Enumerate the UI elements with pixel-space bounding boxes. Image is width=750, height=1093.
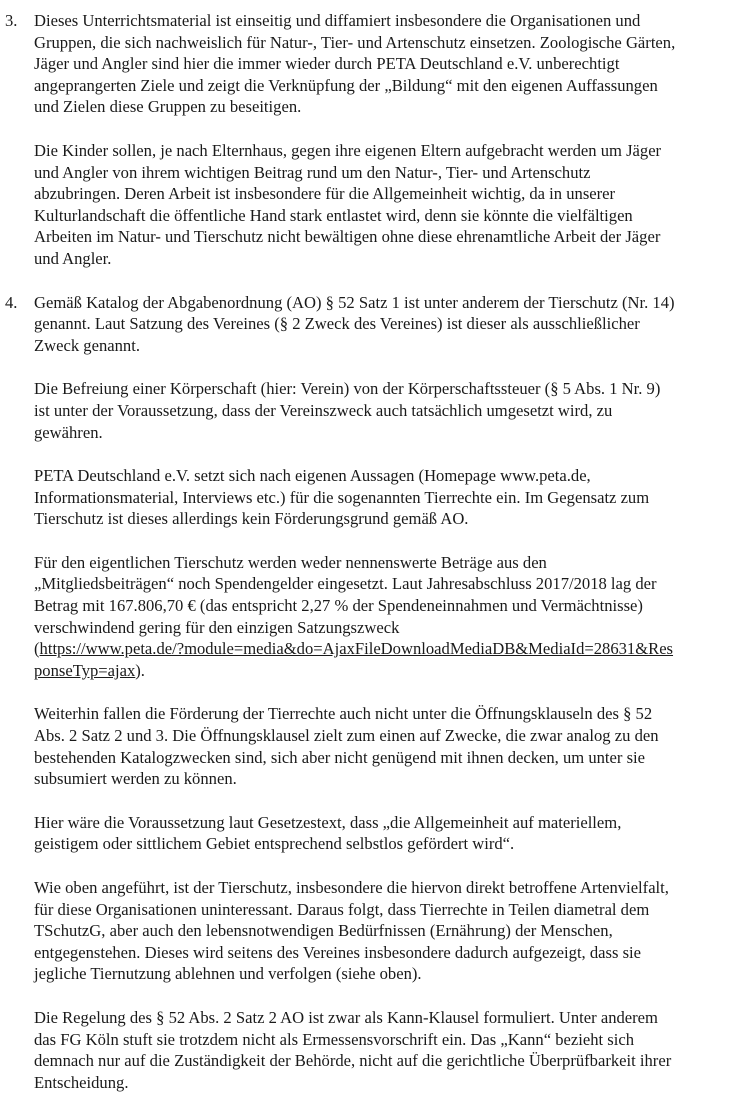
text-line: Wie oben angeführt, ist der Tierschutz, insbesondere die hiervon direkt betroffene Artenvielfalt,	[34, 878, 669, 897]
text-line: Die Kinder sollen, je nach Elternhaus, gegen ihre eigenen Eltern aufgebracht werden um Jäger	[34, 140, 662, 160]
text-line: Gemäß Katalog der Abgabenordnung (AO) § 52 Satz 1 ist unter anderem der Tierschutz (Nr. 14)	[34, 292, 675, 312]
text-line: Jäger und Angler sind hier die immer wieder durch PETA Deutschland e.V. unberechtigt	[34, 54, 620, 74]
link-open-paren: (	[34, 639, 40, 659]
text-line: Weiterhin fallen die Förderung der Tierrechte auch nicht unter die Öffnungsklauseln des § 52	[34, 704, 653, 724]
list-item-3	[0, 10, 750, 270]
text-line: geistigem oder sittlichem Gebiet entsprechend selbstlos gefördert wird“.	[34, 834, 515, 854]
reference-link-line-2	[34, 660, 742, 682]
text-line: subsumiert werden zu können.	[34, 769, 237, 789]
list-item-4	[0, 292, 750, 1093]
paragraph-4-8	[34, 1007, 742, 1093]
text-line: und Angler von ihrem wichtigen Beitrag rund um den Natur-, Tier- und Artenschutz	[34, 162, 591, 182]
paragraph-4-5	[34, 703, 742, 789]
text-line: Für den eigentlichen Tierschutz werden weder nennenswerte Beträge aus den	[34, 552, 547, 572]
text-line: für diese Organisationen uninteressant. Daraus folgt, dass Tierrechte in Teilen diametral dem	[34, 899, 650, 919]
paragraph-4-2	[34, 378, 742, 443]
text-line: angeprangerten Ziele und zeigt die Verknüpfung der „Bildung“ mit den eigenen Auffassungen	[34, 75, 658, 95]
paragraph-3-1	[34, 10, 742, 118]
text-line: verschwindend gering für den einzigen Satzungszweck	[34, 617, 400, 637]
text-line: Gruppen, die sich nachweislich für Natur-, Tier- und Artenschutz einsetzen. Zoologische Gärten,	[34, 32, 676, 52]
text-line: Die Befreiung einer Körperschaft (hier: Verein) von der Körperschaftssteuer (§ 5 Abs. 1 Nr. 9)	[34, 379, 661, 399]
paragraph-4-4	[34, 552, 742, 682]
paragraph-4-7	[34, 877, 742, 985]
text-line: Dieses Unterrichtsmaterial ist einseitig und diffamiert insbesondere die Organisationen und	[34, 11, 641, 30]
text-line: genannt. Laut Satzung des Vereines (§ 2 Zweck des Vereines) ist dieser als ausschließlicher	[34, 314, 640, 334]
text-line: entgegenstehen. Dieses wird seitens des Vereines insbesondere dadurch aufgezeigt, dass sie	[34, 942, 642, 962]
reference-link-line-1	[34, 638, 742, 660]
text-line: Arbeiten im Natur- und Tierschutz nicht bewältigen ohne diese ehrenamtliche Arbeit der Jäger	[34, 227, 661, 247]
paragraph-4-6	[34, 812, 742, 855]
text-line: Betrag mit 167.806,70 € (das entspricht 2,27 % der Spendeneinnahmen und Vermächtnisse)	[34, 596, 643, 616]
text-line: und Zielen diese Gruppen zu beseitigen.	[34, 97, 302, 117]
paragraph-4-3	[34, 465, 742, 530]
text-line: Hier wäre die Voraussetzung laut Gesetzestext, dass „die Allgemeinheit auf materiellem,	[34, 812, 622, 832]
text-line: „Mitgliedsbeiträgen“ noch Spendengelder eingesetzt. Laut Jahresabschluss 2017/2018 lag der	[34, 574, 657, 594]
text-line: TSchutzG, aber auch den lebensnotwendigen Bedürfnissen (Ernährung) der Menschen,	[34, 921, 613, 941]
list-number: 4.	[5, 292, 18, 312]
text-line: Zweck genannt.	[34, 335, 140, 355]
text-line: und Angler.	[34, 248, 112, 268]
list-number: 3.	[5, 11, 18, 30]
text-line: Informationsmaterial, Interviews etc.) für die sogenannten Tierrechte ein. Im Gegensatz zum	[34, 487, 650, 507]
paragraph-3-2	[34, 140, 742, 270]
text-line: ist unter der Voraussetzung, dass der Vereinszweck auch tatsächlich umgesetzt wird, zu	[34, 400, 613, 420]
text-line: Entscheidung.	[34, 1072, 129, 1092]
link-close: ).	[135, 660, 145, 680]
text-line: bestehenden Katalogzwecken sind, sich aber nicht genügend mit ihnen decken, um unter sie	[34, 747, 646, 767]
text-line: Abs. 2 Satz 2 und 3. Die Öffnungsklausel zielt zum einen auf Zwecke, die zwar analog zu den	[34, 726, 659, 746]
text-line: gewähren.	[34, 422, 103, 442]
text-line: abzubringen. Deren Arbeit ist insbesondere für die Allgemeinheit wichtig, da in unserer	[34, 184, 616, 204]
reference-link-continued[interactable]: ponseTyp=ajax	[34, 660, 136, 680]
text-line: Tierschutz ist dieses allerdings kein Förderungsgrund gemäß AO.	[34, 509, 469, 529]
text-line: Kulturlandschaft die öffentliche Hand stark entlastet wird, denn sie könnte die vielfältigen	[34, 205, 633, 225]
text-line: PETA Deutschland e.V. setzt sich nach eigenen Aussagen (Homepage www.peta.de,	[34, 466, 591, 486]
text-line: jegliche Tiernutzung ablehnen und verfolgen (siehe oben).	[34, 964, 422, 984]
text-line: Die Regelung des § 52 Abs. 2 Satz 2 AO ist zwar als Kann-Klausel formuliert. Unter anderem	[34, 1007, 658, 1027]
paragraph-4-1	[34, 292, 742, 357]
reference-link[interactable]: https://www.peta.de/?module=media&do=AjaxFileDownloadMediaDB&MediaId=28631&Res	[39, 639, 674, 659]
text-line: demnach nur auf die Zuständigkeit der Behörde, nicht auf die gerichtliche Überprüfbarkeit ihrer	[34, 1051, 672, 1071]
text-line: das FG Köln stuft sie trotzdem nicht als Ermessensvorschrift ein. Das „Kann“ bezieht sich	[34, 1029, 634, 1049]
